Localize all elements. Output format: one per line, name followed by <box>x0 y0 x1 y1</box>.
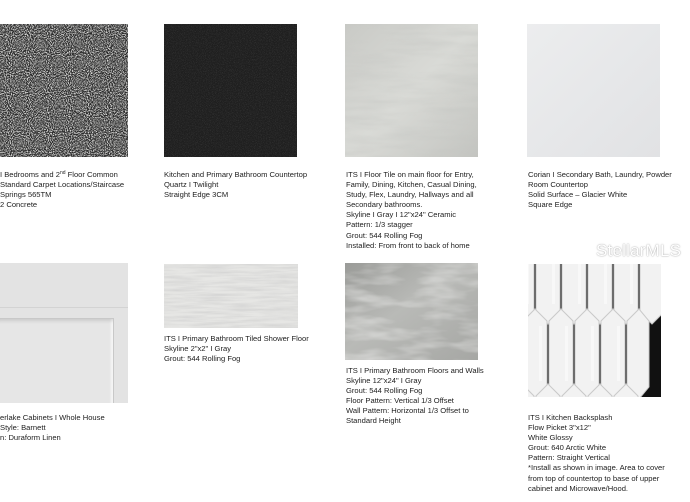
cabinets-caption-line: n: Duraform Linen <box>0 433 61 443</box>
corian-caption-line: Square Edge <box>528 200 573 210</box>
cabinet-swatch <box>0 263 128 403</box>
shower-floor-swatch <box>164 264 298 328</box>
countertop-swatch <box>164 24 297 157</box>
countertop-caption <box>164 170 307 200</box>
shower-floor-caption-line: ITS I Primary Bathroom Tiled Shower Floor <box>164 334 309 343</box>
backsplash-caption-line: from top of countertop to base of upper <box>528 473 660 483</box>
primary-bath-floor-swatch <box>345 263 478 360</box>
shower-floor-caption <box>164 334 309 364</box>
carpet-caption-line: Springs 565TM <box>0 190 52 200</box>
superscript-nd: nd <box>59 170 66 176</box>
corian-caption <box>528 170 672 210</box>
floor-tile-caption <box>346 170 477 251</box>
backsplash-caption-line: ITS I Kitchen Backsplash <box>528 413 613 422</box>
carpet-caption <box>0 170 124 210</box>
backsplash-caption-line: White Glossy <box>528 433 573 443</box>
cabinet-rail <box>0 307 128 308</box>
corian-caption-line: Solid Surface – Glacier White <box>528 190 628 200</box>
quartz-texture <box>164 24 297 157</box>
floor-tile-caption-line: Family, Dining, Kitchen, Casual Dining, <box>346 180 477 190</box>
backsplash-caption-line: *Install as shown in image. Area to cover <box>528 463 665 473</box>
floor-tile-caption-line: Skyline I Gray I 12"x24" Ceramic <box>346 210 457 220</box>
floor-tile-caption-line: Installed: From front to back of home <box>346 240 470 250</box>
carpet-caption-line: Standard Carpet Locations/Staircase <box>0 180 125 190</box>
cabinets-caption <box>0 413 105 443</box>
primary-bath-caption-line: Grout: 544 Rolling Fog <box>346 386 423 396</box>
primary-bath-caption-line: ITS I Primary Bathroom Floors and Walls <box>346 366 484 375</box>
primary-bath-caption-line: Wall Pattern: Horizontal 1/3 Offset to <box>346 406 469 416</box>
shower-floor-caption-line: Skyline 2"x2" I Gray <box>164 344 232 354</box>
carpet-swatch <box>0 24 128 157</box>
watermark-logo: StellarMLS <box>596 241 682 260</box>
cabinets-caption-line: erlake Cabinets I Whole House <box>0 413 105 422</box>
floor-tile-caption-line: Grout: 544 Rolling Fog <box>346 230 423 240</box>
backsplash-caption-line: cabinet and Microwave/Hood. <box>528 483 629 493</box>
floor-tile-swatch <box>345 24 478 157</box>
countertop-caption-line: Straight Edge 3CM <box>164 190 229 200</box>
cabinets-caption-line: Style: Barnett <box>0 423 46 433</box>
carpet-texture <box>0 24 128 157</box>
floor-tile-caption-line: Study, Flex, Laundry, Hallways and all <box>346 190 474 200</box>
primary-bath-caption-line: Skyline 12"x24" I Gray <box>346 376 422 386</box>
floor-tile-texture <box>345 24 478 157</box>
picket-tile-pattern <box>528 264 661 397</box>
corian-swatch <box>527 24 660 157</box>
countertop-caption-line: Quartz I Twilight <box>164 180 219 190</box>
floor-tile-caption-line: Pattern: 1/3 stagger <box>346 220 413 230</box>
shower-floor-texture <box>164 264 298 328</box>
shower-floor-caption-line: Grout: 544 Rolling Fog <box>164 354 241 364</box>
backsplash-caption <box>528 413 665 494</box>
primary-bath-caption-line: Floor Pattern: Vertical 1/3 Offset <box>346 396 454 406</box>
floor-tile-caption-line: ITS I Floor Tile on main floor for Entry, <box>346 170 474 179</box>
cabinet-door-panel <box>0 318 114 403</box>
primary-bath-texture <box>345 263 478 360</box>
primary-bath-floor-caption <box>346 366 484 427</box>
carpet-caption-line: 2 Concrete <box>0 200 38 210</box>
carpet-caption-line: I Bedrooms and 2nd Floor Common <box>0 170 118 179</box>
corian-caption-line: Corian I Secondary Bath, Laundry, Powder <box>528 170 672 179</box>
backsplash-caption-line: Grout: 640 Arctic White <box>528 443 607 453</box>
countertop-caption-line: Kitchen and Primary Bathroom Countertop <box>164 170 308 179</box>
corian-caption-line: Room Countertop <box>528 180 588 190</box>
floor-tile-caption-line: Secondary bathrooms. <box>346 200 423 210</box>
backsplash-caption-line: Flow Picket 3"x12" <box>528 423 591 433</box>
primary-bath-caption-line: Standard Height <box>346 416 401 426</box>
backsplash-caption-line: Pattern: Straight Vertical <box>528 453 610 463</box>
backsplash-swatch <box>528 264 661 397</box>
